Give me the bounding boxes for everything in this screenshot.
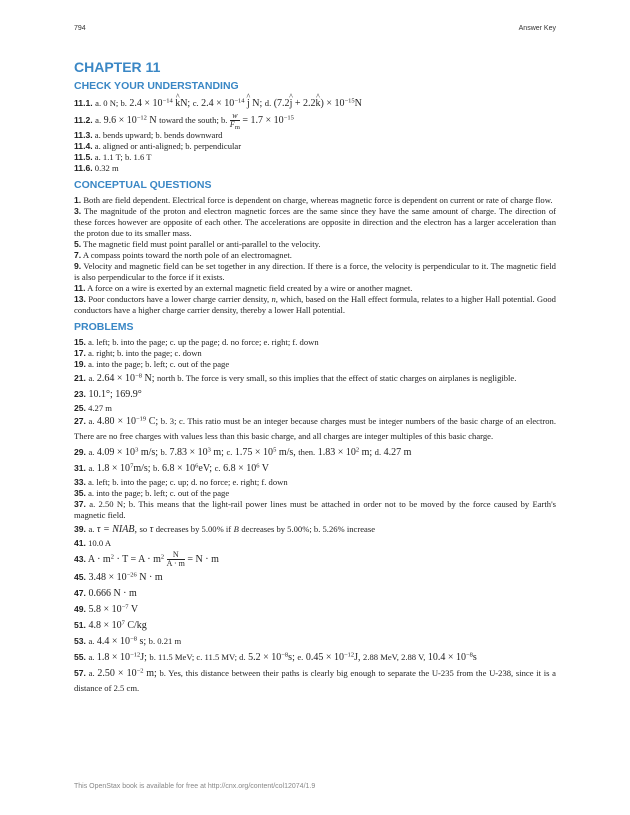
problem-35: 35. a. into the page; b. left; c. out of the page [74, 488, 230, 498]
problem-43: 43. $A \cdot m^2 \cdot T = A \cdot m^2$ $\frac{N}{A \cdot m}$ = N · m [74, 550, 219, 569]
problem-23: 23. 10.1°; 169.9° [74, 389, 142, 400]
section-check-your-understanding: CHECK YOUR UNDERSTANDING [74, 80, 239, 92]
section-conceptual-questions: CONCEPTUAL QUESTIONS [74, 179, 212, 191]
problem-33: 33. a. left; b. into the page; c. up; d. no force; e. right; f. down [74, 477, 288, 487]
answer-11-1: 11.1. a. 0 N; b. $2.4 \times 10^{-14}$ ^ kN; c. $2.4 \times 10^{-14}$ ^ j N; d. (7.2^ j + 2.2^ $k) \times 10^{-15}N$ [74, 96, 556, 111]
page-footer: This OpenStax book is available for free at http://cnx.org/content/col12074/1.9 [74, 783, 316, 790]
problem-57: 57. a. $2.50 \times 10^{-2}$ m; b. Yes, this distance between their paths is clearly big enough to separate the U-235 from the U-238, since it is a distance of 2.5 cm. [74, 667, 556, 693]
conceptual-7: 7. A compass points toward the north pole of an electromagnet. [74, 250, 292, 260]
answer-11-6: 11.6. 0.32 m [74, 163, 119, 173]
answer-11-4: 11.4. a. aligned or anti-aligned; b. perpendicular [74, 141, 242, 151]
k-hat: ^ k [175, 97, 180, 111]
problem-21: 21. a. $2.64 \times 10^{-8}$ N; north b. The force is very small, so this implies that the effect of static charges on airplanes is negligible. [74, 372, 517, 384]
answer-11-3: 11.3. a. bends upward; b. bends downward [74, 130, 223, 140]
problem-27: 27. a. $4.80 \times 10^{-19}$ C; b. 3; c. This ratio must be an integer because charges must be integer numbers of the basic charge of an electron. There are no free charges with values less than this basic charge, and all charges are integer multiples of this basic charge. [74, 415, 556, 441]
conceptual-1: 1. Both are field dependent. Electrical force is dependent on charge, whereas magnetic force is dependent on current or rate of charge flow. [74, 195, 553, 205]
conceptual-11: 11. A force on a wire is exerted by an external magnetic field created by a wire or another magnet. [74, 283, 413, 293]
fraction: $\frac{N}{A \cdot m}$ [166, 550, 185, 569]
answer-11-5: 11.5. a. 1.1 T; b. 1.6 T [74, 152, 152, 162]
fraction: $\frac{w}{F_m}$ [229, 111, 240, 131]
problem-37: 37. a. 2.50 N; b. This means that the light-rail power lines must be attached in order not to be moved by the force caused by Earth's magnetic field. [74, 499, 556, 520]
answer-11-2: 11.2. a. $9.6 \times 10^{-12}$ N toward the south; b. $\frac{w}{F_m}$ = $1.7 \times 10^{-15}$ [74, 111, 294, 131]
problem-41: 41. 10.0 A [74, 538, 112, 548]
problem-51: 51. $4.8 \times 10^7$ C/kg [74, 619, 147, 631]
conceptual-9: 9. Velocity and magnetic field can be set together in any direction. If there is a force, the velocity is perpendicular to it. The magnetic field is also perpendicular to the force if it exists. [74, 261, 556, 282]
page-number: 794 [74, 25, 86, 32]
conceptual-13: 13. Poor conductors have a lower charge carrier density, n, which, based on the Hall effect formula, relates to a higher Hall potential. Good conductors have a higher charge carrier density, thereby a lower Hall potential. [74, 294, 556, 315]
section-problems: PROBLEMS [74, 321, 134, 333]
problem-29: 29. a. $4.09 \times 10^3$ m/s; b. $7.83 \times 10^3$ m; c. $1.75 \times 10^5$ m/s, then. $1.83 \times 10^2$ m; d. 4.27 m [74, 446, 412, 458]
problem-17: 17. a. right; b. into the page; c. down [74, 348, 202, 358]
problem-55: 55. a. $1.8 \times 10^{-12}J$; b. 11.5 MeV; c. 11.5 MV; d. $5.2 \times 10^{-8}s$; e. $0.45 \times 10^{-12}J$, 2.88 MeV, 2.88 V, $10.4 \times 10^{-8}s$ [74, 651, 477, 663]
chapter-title: CHAPTER 11 [74, 59, 161, 75]
problem-39: 39. a. τ = NIAB, so τ decreases by 5.00% if B decreases by 5.00%; b. 5.26% increase [74, 524, 376, 535]
j-hat: ^ j [247, 97, 250, 111]
problem-49: 49. $5.8 \times 10^{-7}$ V [74, 603, 139, 615]
conceptual-5: 5. The magnetic field must point parallel or anti-parallel to the velocity. [74, 239, 321, 249]
problem-15: 15. a. left; b. into the page; c. up the page; d. no force; e. right; f. down [74, 337, 319, 347]
problem-25: 25. 4.27 m [74, 403, 112, 413]
page-header [74, 25, 556, 32]
conceptual-3: 3. The magnitude of the proton and electron magnetic forces are the same since they have the same amount of charge. The direction of these forces however are opposite of each other. The accelerations are opposite in direction and the electron has a larger acceleration than the proton due to its smaller mass. [74, 206, 556, 238]
problem-19: 19. a. into the page; b. left; c. out of the page [74, 359, 230, 369]
running-title: Answer Key [518, 25, 556, 32]
answer-key-content [74, 59, 556, 696]
problem-31: 31. a. $1.8 \times 10^7m/s$; b. $6.8 \times 10^6eV$; c. $6.8 \times 10^6$ V [74, 462, 270, 474]
problem-47: 47. 0.666 N · m [74, 588, 137, 599]
k-hat: ^ k [315, 97, 320, 111]
problem-45: 45. $3.48 \times 10^{-26}$ N · m [74, 571, 163, 583]
j-hat: ^ j [290, 97, 293, 111]
problem-53: 53. a. $4.4 \times 10^{-8}$ s; b. 0.21 m [74, 635, 182, 647]
